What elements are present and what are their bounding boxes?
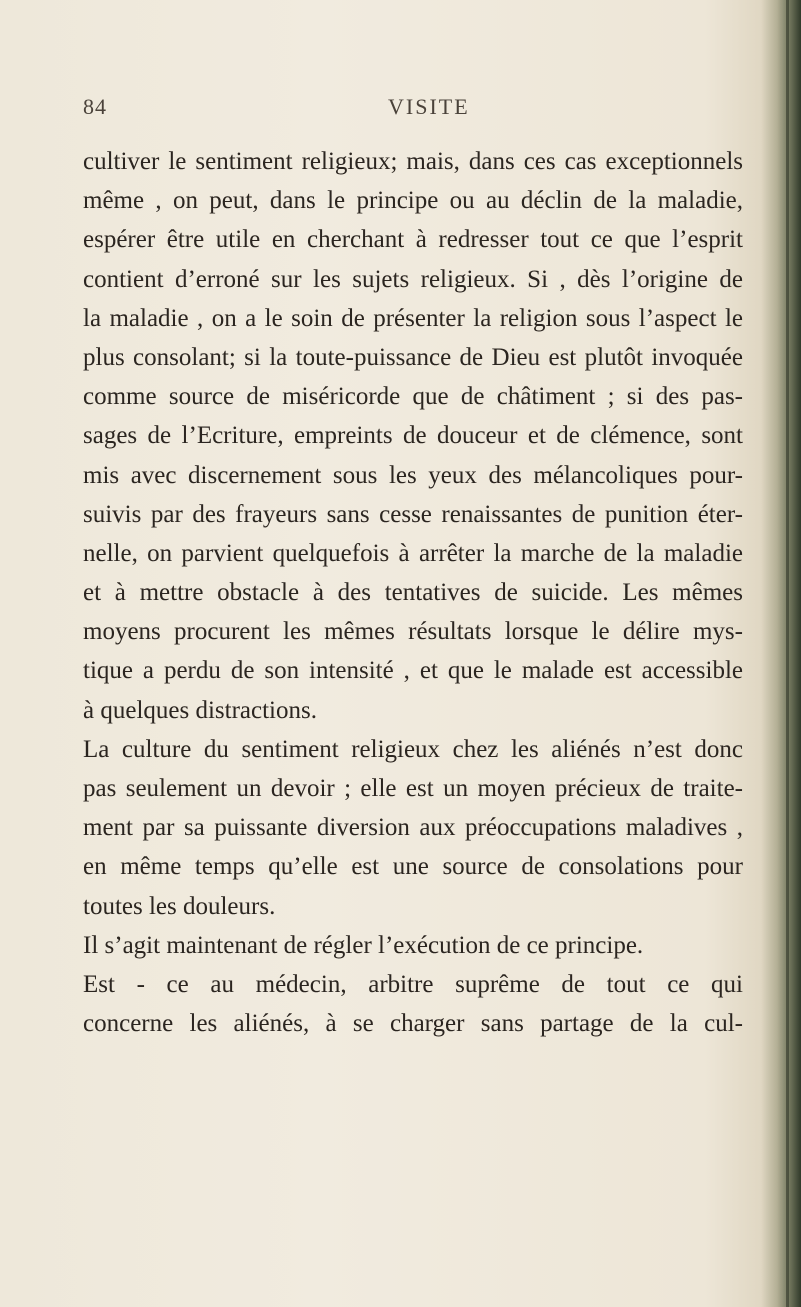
text-line: Il s’agit maintenant de régler l’exécution de ce principe.	[83, 931, 644, 959]
text-line: à quelques distractions.	[83, 696, 317, 724]
text-line: toutes les douleurs.	[83, 892, 276, 920]
text-line: la maladie , on a le soin de présenter la religion sous l’aspect le	[83, 304, 743, 332]
text-line: tique a perdu de son intensité , et que le malade est accessible	[83, 657, 743, 685]
text-line: moyens procurent les mêmes résultats lorsque le délire mys-	[83, 618, 743, 646]
text-line: ment par sa puissante diversion aux préoccupations maladives ,	[83, 814, 743, 842]
text-line: mis avec discernement sous les yeux des mélancoliques pour-	[83, 461, 743, 489]
text-line: plus consolant; si la toute-puissance de Dieu est plutôt invoquée	[83, 343, 743, 371]
text-line: comme source de miséricorde que de châtiment ; si des pas-	[83, 383, 743, 411]
text-line: Est - ce au médecin, arbitre suprême de tout ce qui	[83, 970, 743, 998]
text-line: cultiver le sentiment religieux; mais, dans ces cas exceptionnels	[83, 148, 743, 175]
page-number: 84	[83, 94, 107, 119]
text-line: concerne les aliénés, à se charger sans partage de la cul-	[83, 1010, 743, 1038]
text-line: même , on peut, dans le principe ou au déclin de la maladie,	[83, 187, 743, 215]
text-line: et à mettre obstacle à des tentatives de suicide. Les mêmes	[83, 579, 743, 607]
running-head	[0, 94, 801, 128]
binding-edge	[761, 0, 801, 1307]
running-title: VISITE	[388, 94, 470, 119]
binding-shadow-line	[786, 0, 789, 1307]
text-line: suivis par des frayeurs sans cesse renaissantes de punition éter-	[83, 500, 743, 528]
text-line: nelle, on parvient quelquefois à arrêter la marche de la maladie	[83, 539, 743, 567]
body-text	[83, 142, 743, 1043]
text-line: contient d’erroné sur les sujets religieux. Si , dès l’origine de	[83, 265, 743, 293]
text-line: La culture du sentiment religieux chez les aliénés n’est donc	[83, 735, 743, 763]
text-line: espérer être utile en cherchant à redresser tout ce que l’esprit	[83, 226, 743, 254]
text-line: sages de l’Ecriture, empreints de douceur et de clémence, sont	[83, 422, 743, 450]
text-line: pas seulement un devoir ; elle est un moyen précieux de traite-	[83, 775, 743, 802]
text-line: en même temps qu’elle est une source de consolations pour	[83, 853, 743, 881]
